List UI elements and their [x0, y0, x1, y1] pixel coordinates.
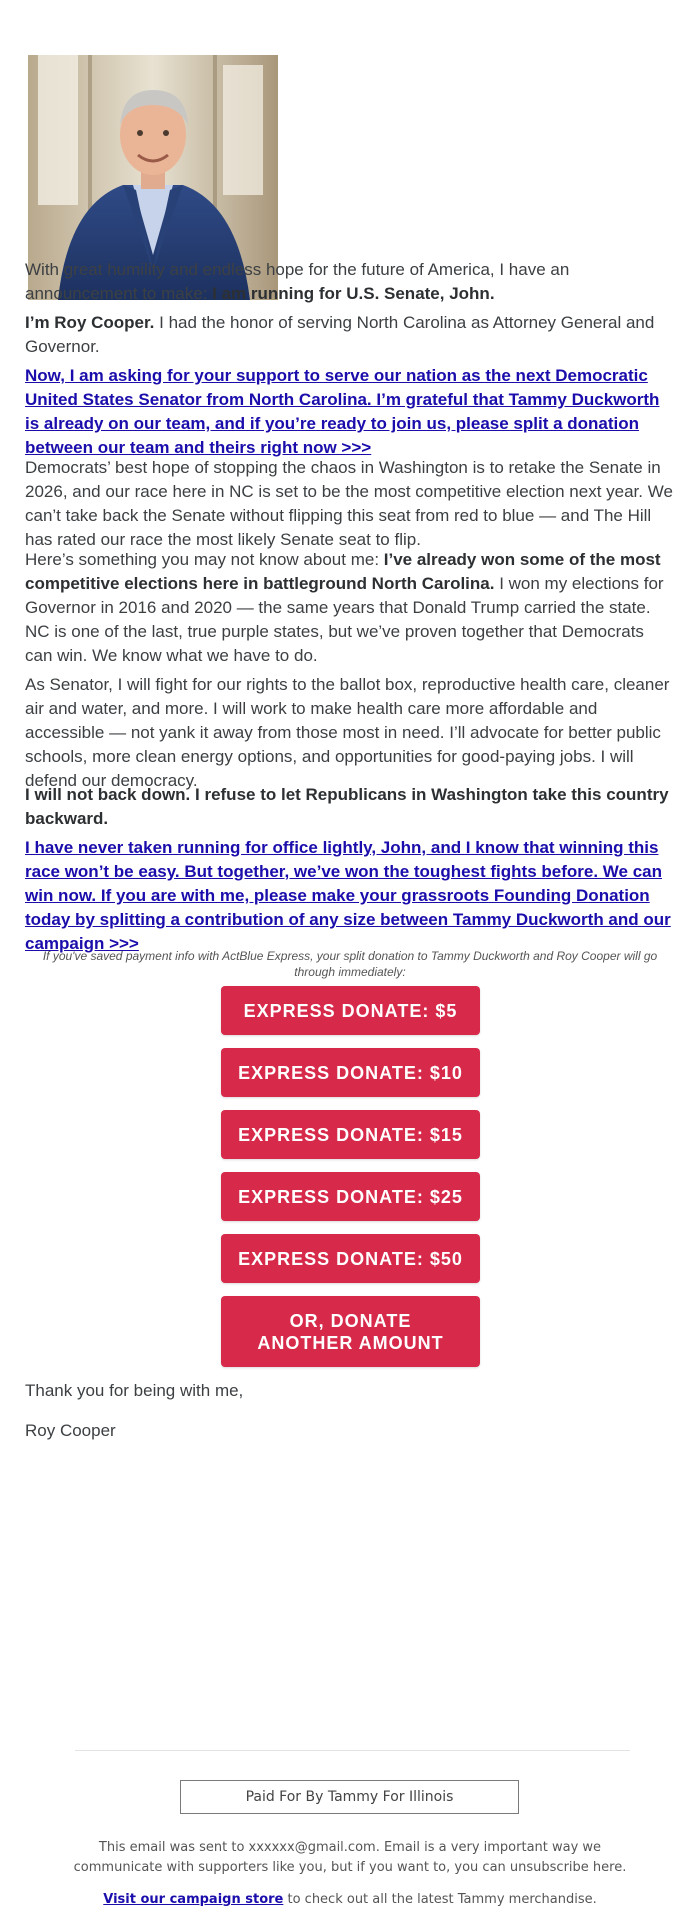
intro-text: With great humility and endless hope for the future of America, I have an announcement to make: [25, 260, 570, 303]
signoff: Thank you for being with me, [25, 1381, 244, 1400]
donate-link-paragraph-2[interactable] [25, 836, 675, 956]
name-intro: I’m Roy Cooper. [25, 313, 155, 332]
elections-text-c: I won my elections for Governor in 2016 and 2020 — the same years that Donald Trump carried the state. [25, 574, 664, 617]
sent-to-text-b: . Email is a very important way we communicate with supporters like you, but if you want to, you can [73, 1840, 602, 1875]
bio-text: I had the honor of serving North Carolina as Attorney General and Governor. [25, 313, 655, 356]
store-text: to check out all the latest Tammy merchandise. [283, 1892, 597, 1907]
resolve-paragraph [25, 783, 675, 831]
recipient-email: xxxxxx@gmail.com [248, 1840, 376, 1855]
elections-text-bold: I’ve already won some of the most competitive elections here in battleground North Carolina. [25, 550, 661, 593]
paid-for-box [180, 1780, 519, 1814]
signature: Roy Cooper [25, 1421, 116, 1440]
platform-text: As Senator, I will fight for our rights to the ballot box, reproductive health care, cleaner air and water, and more. I will work to make health care more affordable and accessible — not yank it away from those most in need. I’ll advocate for better public schools, more clean energy options, and opportunities for good-paying jobs. I will defend our democracy. [25, 675, 670, 790]
intro-paragraph [25, 258, 675, 306]
footer-divider [75, 1750, 630, 1751]
resolve-text: I will not back down. I refuse to let Republicans in Washington take this country backward. [25, 785, 669, 828]
elections-text-a: Here’s something you may not know about me: [25, 550, 384, 569]
elections-paragraph [25, 548, 675, 620]
express-donate-5-button[interactable]: EXPRESS DONATE: $5 [221, 986, 480, 1035]
purple-state-text: NC is one of the last, true purple states, but we’ve proven together that Democrats can win. We know what we have to do. [25, 622, 644, 665]
donate-another-amount-button[interactable]: OR, DONATE ANOTHER AMOUNT [221, 1296, 480, 1367]
express-donate-10-button[interactable]: EXPRESS DONATE: $10 [221, 1048, 480, 1097]
sent-to-text-c: . [622, 1860, 627, 1875]
paid-for-text: Paid For By Tammy For Illinois [245, 1789, 454, 1805]
senate-text: Democrats’ best hope of stopping the chaos in Washington is to retake the Senate in 2026, and our race here in NC is set to be the most competitive election next year. We can’t take back the Senate without flipping this seat from red to blue — and The Hill has rated our race the most likely Senate seat to flip. [25, 458, 673, 549]
express-donate-15-button[interactable]: EXPRESS DONATE: $15 [221, 1110, 480, 1159]
sent-to-text-a: This email was sent to [98, 1840, 249, 1855]
platform-paragraph [25, 673, 675, 793]
bio-paragraph [25, 311, 675, 359]
donate-link-paragraph-1[interactable] [25, 364, 675, 460]
senate-paragraph [25, 456, 675, 552]
split-donation-link-1[interactable]: Now, I am asking for your support to serve our nation as the next Democratic United States Senator from North Carolina. I’m grateful that Tammy Duckworth is already on our team, and if you’re ready to join us, please split a donation between our team and theirs right now >>> [25, 366, 660, 457]
unsubscribe-link[interactable]: unsubscribe here [509, 1860, 623, 1875]
express-donate-25-button[interactable]: EXPRESS DONATE: $25 [221, 1172, 480, 1221]
purple-state-paragraph [25, 620, 675, 668]
email-sent-notice [60, 1838, 640, 1878]
store-notice [60, 1890, 640, 1910]
announcement-text: I am running for U.S. Senate, John. [212, 284, 495, 303]
founding-donation-link[interactable]: I have never taken running for office lightly, John, and I know that winning this race won’t be easy. But together, we’ve won the toughest fights before. We can win now. If you are with me, please make your grassroots Founding Donation today by splitting a contribution of any size between Tammy Duckworth and our campaign >>> [25, 838, 671, 953]
campaign-store-link[interactable]: Visit our campaign store [103, 1892, 284, 1907]
express-note: If you've saved payment info with ActBlue Express, your split donation to Tammy Duckworth and Roy Cooper will go through immediately: [42, 949, 658, 979]
express-donate-50-button[interactable]: EXPRESS DONATE: $50 [221, 1234, 480, 1283]
